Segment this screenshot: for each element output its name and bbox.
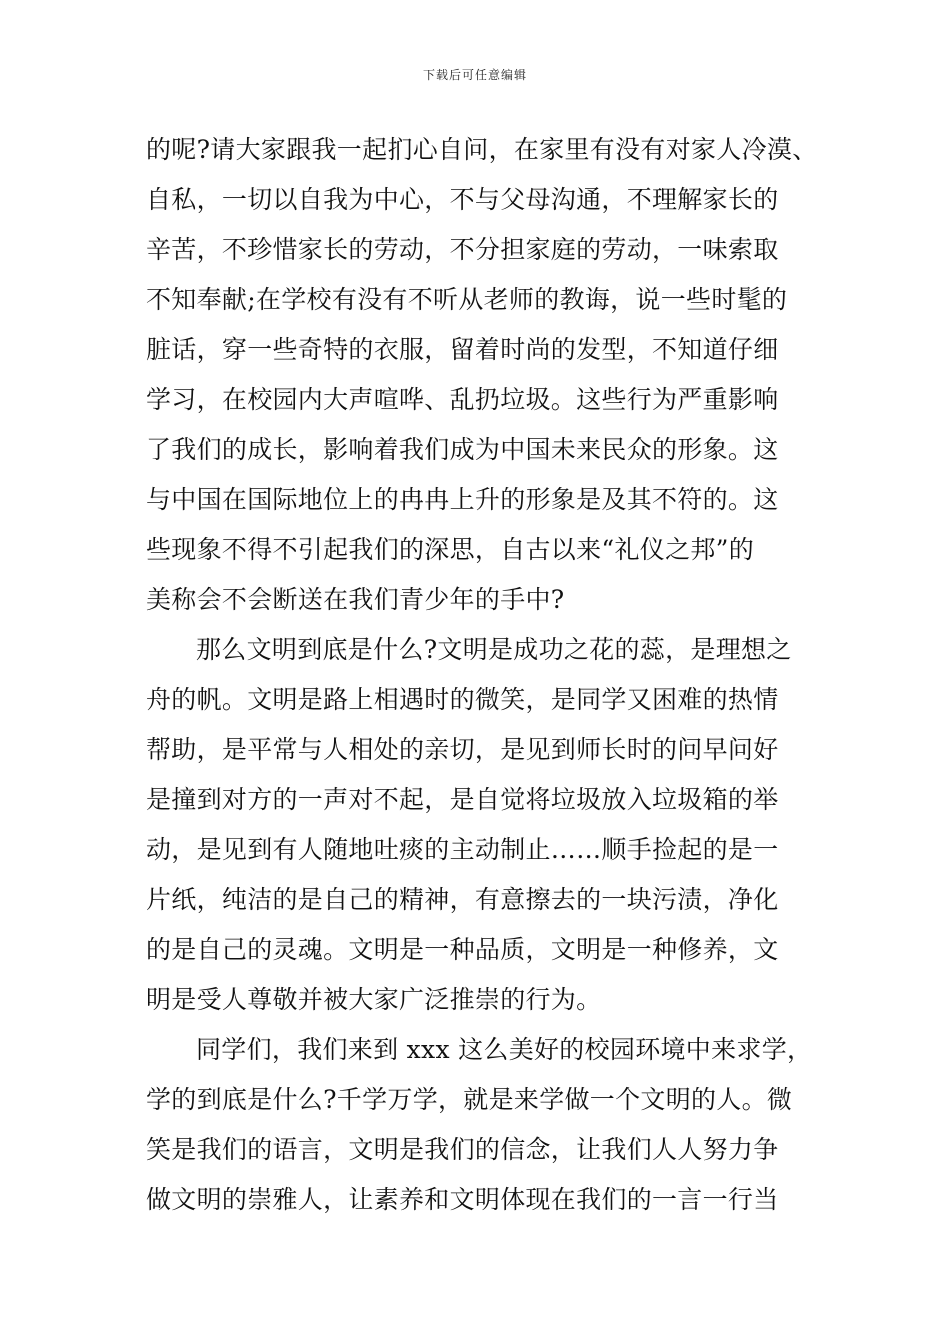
text-line: 脏话，穿一些奇特的衣服，留着时尚的发型，不知道仔细 — [146, 335, 779, 364]
text-line: 自私，一切以自我为中心，不与父母沟通，不理解家长的 — [146, 185, 779, 214]
text-line: 笑是我们的语言，文明是我们的信念，让我们人人努力争 — [146, 1135, 779, 1164]
text-line: 明是受人尊敬并被大家广泛推崇的行为。 — [146, 985, 602, 1014]
text-line: 做文明的崇雅人，让素养和文明体现在我们的一言一行当 — [146, 1185, 779, 1214]
paragraph-first-line: 那么文明到底是什么?文明是成功之花的蕊，是理想之 — [196, 635, 792, 664]
text-line: 些现象不得不引起我们的深思，自古以来“礼仪之邦”的 — [146, 535, 755, 564]
text-line: 的呢?请大家跟我一起扪心自问，在家里有没有对家人冷漠、 — [146, 135, 818, 164]
text-line: 的是自己的灵魂。文明是一种品质，文明是一种修养，文 — [146, 935, 779, 964]
text-line: 美称会不会断送在我们青少年的手中? — [146, 585, 565, 614]
text-line: 与中国在国际地位上的冉冉上升的形象是及其不符的。这 — [146, 485, 779, 514]
text-line: 动，是见到有人随地吐痰的主动制止……顺手捡起的是一 — [146, 835, 779, 864]
text-line: 了我们的成长，影响着我们成为中国未来民众的形象。这 — [146, 435, 779, 464]
document-body — [146, 125, 836, 1225]
text-line: 舟的帆。文明是路上相遇时的微笑，是同学又困难的热情 — [146, 685, 779, 714]
text-line: 帮助，是平常与人相处的亲切，是见到师长时的问早问好 — [146, 735, 779, 764]
text-line: 辛苦，不珍惜家长的劳动，不分担家庭的劳动，一味索取 — [146, 235, 779, 264]
page-header: 下载后可任意编辑 — [422, 68, 527, 82]
text-line: 学习，在校园内大声喧哗、乱扔垃圾。这些行为严重影响 — [146, 385, 779, 414]
text-line: 片纸，纯洁的是自己的精神，有意擦去的一块污渍，净化 — [146, 885, 779, 914]
text-line: 不知奉献;在学校有没有不听从老师的教诲，说一些时髦的 — [146, 285, 788, 314]
paragraph-first-line: 同学们，我们来到 xxx 这么美好的校园环境中来求学， — [196, 1035, 813, 1064]
text-line: 是撞到对方的一声对不起，是自觉将垃圾放入垃圾箱的举 — [146, 785, 779, 814]
text-line: 学的到底是什么?千学万学，就是来学做一个文明的人。微 — [146, 1085, 793, 1114]
